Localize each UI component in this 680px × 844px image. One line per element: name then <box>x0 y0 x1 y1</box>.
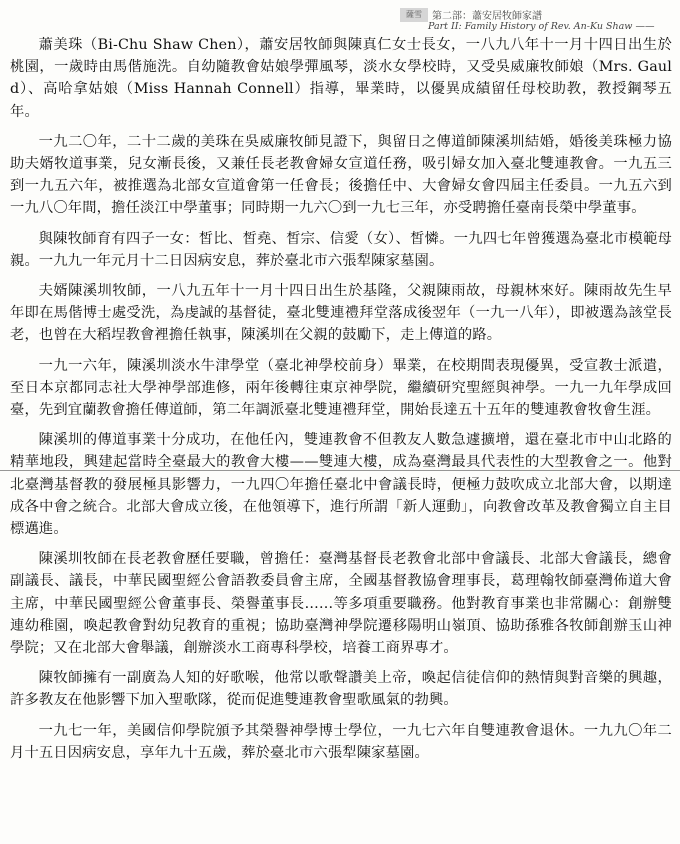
page-header <box>400 6 678 36</box>
paragraph-bi-chu-intro: 蕭美珠（Bi-Chu Shaw Chen），蕭安居牧師與陳真仁女士長女，一八九八年十一月十四日出生於桃園，一歲時由馬偕施洗。自幼隨教會姑娘學彈風琴，淡水女學校時，又受吳威廉牧師娘（Mrs. Gauld）、高哈拿姑娘（Miss Hannah Connell）指導，畢業時，以優異成績留任母校助教，教授鋼琴五年。 <box>10 37 672 120</box>
book-logo: 薩雪 <box>400 8 428 22</box>
document-body <box>10 34 672 772</box>
paragraph-children: 與陳牧師育有四子一女：皙比、皙堯、皙宗、信愛（女）、皙憐。一九四七年曾獲選為臺北市模範母親。一九九一年元月十二日因病安息，葬於臺北市六張犁陳家墓園。 <box>10 230 672 269</box>
paragraph-music: 陳牧師擁有一副廣為人知的好歌喉，他常以歌聲讚美上帝，喚起信徒信仰的熱情與對音樂的興趣，許多教友在他影響下加入聖歌隊，從而促進雙連教會聖歌風氣的勃興。 <box>10 670 672 709</box>
paragraph-husband-intro: 夫婿陳溪圳牧師，一八九五年十一月十四日出生於基隆，父親陳雨故，母親林來好。陳雨故先生早年即在馬偕博士處受洗，為虔誠的基督徒，臺北雙連禮拜堂落成後翌年（一九一八年），即被選為該堂長老，也曾在大稻埕教會裡擔任執事，陳溪圳在父親的鼓勵下，走上傳道的路。 <box>10 283 672 344</box>
paragraph-positions: 陳溪圳牧師在長老教會歷任要職，曾擔任：臺灣基督長老教會北部中會議長、北部大會議長，總會副議長、議長，中華民國聖經公會語教委員會主席，全國基督教協會理事長，葛理翰牧師臺灣佈道大會主席，中華民國聖經公會董事長、榮譽董事長……等多項重要職務。他對教育事業也非常關心：創辦雙連幼稚園，喚起教會對幼兒教育的重視；協助臺灣神學院遷移陽明山嶺頂、協助孫雅各牧師創辦玉山神學院；又在北部大會舉議，創辦淡水工商專科學校，培養工商界專才。 <box>10 551 672 657</box>
paragraph-marriage: 一九二〇年，二十二歲的美珠在吳威廉牧師見證下，與留日之傳道師陳溪圳結婚，婚後美珠極力協助夫婿牧道事業，兒女漸長後，又兼任長老教會婦女宣道任務，吸引婦女加入臺北雙連教會。一九五三到一九五六年，被推選為北部女宣道會第一任會長；後擔任中、大會婦女會四屆主任委員。一九五六到一九八〇年間，擔任淡江中學董事；同時期一九六〇到一九七三年，亦受聘擔任臺南長榮中學董事。 <box>10 133 672 217</box>
header-title-zh: 第二部：蕭安居牧師家譜 <box>432 11 542 22</box>
paragraph-ministry: 陳溪圳的傳道事業十分成功，在他任內，雙連教會不但教友人數急遽擴增，還在臺北市中山北路的精華地段，興建起當時全臺最大的教會大樓——雙連大樓，成為臺灣最具代表性的大型教會之一。他對北臺灣基督教的發展極具影響力，一九四〇年擔任臺北中會議長時，便極力鼓吹成立北部大會，以期達成各中會之統合。北部大會成立後，在他領導下，進行所謂「新人運動」，向教會改革及教會獨立自主目標邁進。 <box>10 432 672 538</box>
header-title-en: Part II: Family History of Rev. An-Ku Shaw —— <box>428 21 655 32</box>
paragraph-education: 一九一六年，陳溪圳淡水牛津學堂（臺北神學校前身）畢業，在校期間表現優異，受宣教士派遣，至日本京都同志社大學神學部進修，兩年後轉往東京神學院，繼續研究聖經與神學。一九一九年學成回臺，先到宜蘭教會擔任傳道師，第二年調派臺北雙連禮拜堂，開始長達五十五年的雙連教會牧會生涯。 <box>10 357 672 419</box>
paragraph-retirement: 一九七一年，美國信仰學院頒予其榮譽神學博士學位，一九七六年自雙連教會退休。一九九〇年二月十五日因病安息，享年九十五歲，葬於臺北市六張犁陳家墓園。 <box>10 722 672 761</box>
